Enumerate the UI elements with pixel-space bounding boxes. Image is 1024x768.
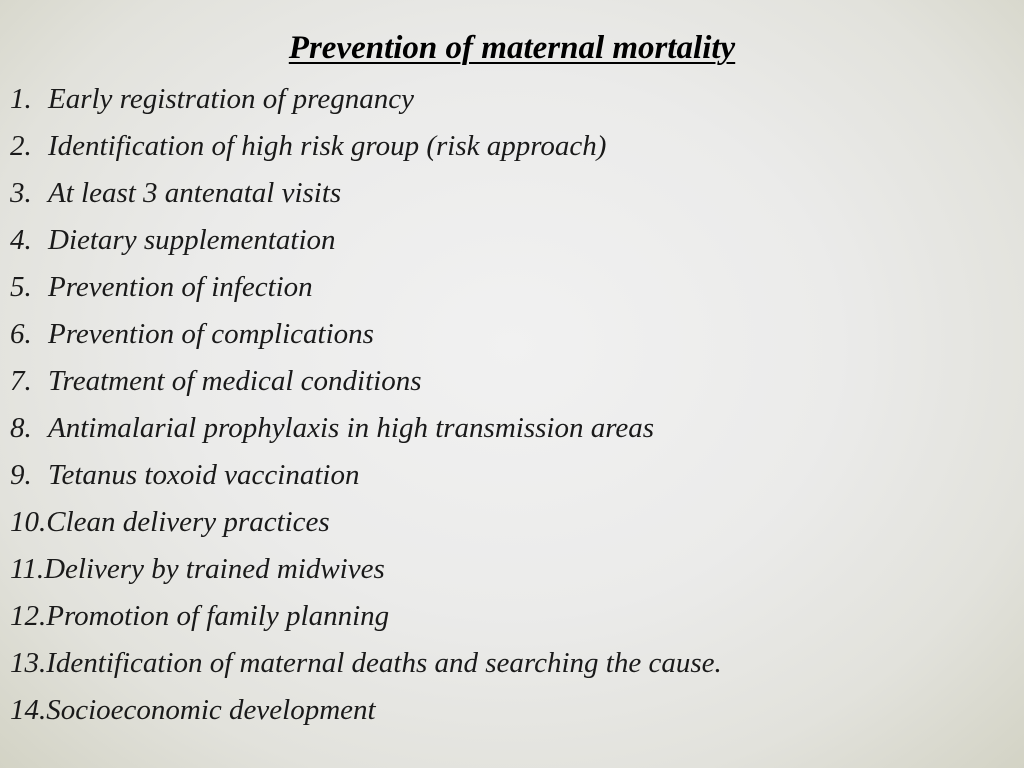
item-text: Antimalarial prophylaxis in high transmission areas <box>48 412 655 444</box>
list-item <box>10 172 722 219</box>
item-number: 1. <box>10 83 32 115</box>
item-number: 4. <box>10 224 32 256</box>
item-number: 2. <box>10 130 32 162</box>
item-number: 7. <box>10 365 32 397</box>
item-text: Socioeconomic development <box>46 694 376 726</box>
list-item <box>10 689 722 736</box>
list-item <box>10 125 722 172</box>
item-text: Clean delivery practices <box>46 506 330 538</box>
list-item <box>10 595 722 642</box>
list-item <box>10 266 722 313</box>
item-number: 8. <box>10 412 32 444</box>
item-number: 3. <box>10 177 32 209</box>
item-number: 6. <box>10 318 32 350</box>
list-item <box>10 454 722 501</box>
item-text: Delivery by trained midwives <box>44 553 385 585</box>
item-number: 10. <box>10 506 47 538</box>
item-text: At least 3 antenatal visits <box>48 177 342 209</box>
prevention-list <box>10 78 722 736</box>
list-item <box>10 407 722 454</box>
item-number: 14. <box>10 694 47 726</box>
slide-title: Prevention of maternal mortality <box>288 30 736 66</box>
item-text: Identification of high risk group (risk approach) <box>48 130 607 162</box>
item-text: Promotion of family planning <box>46 600 390 632</box>
item-number: 11. <box>10 553 45 585</box>
item-number: 13. <box>10 647 47 679</box>
item-number: 9. <box>10 459 32 491</box>
list-item <box>10 501 722 548</box>
item-text: Treatment of medical conditions <box>48 365 422 397</box>
item-number: 5. <box>10 271 32 303</box>
list-item <box>10 548 722 595</box>
item-text: Early registration of pregnancy <box>48 83 414 115</box>
item-text: Prevention of infection <box>48 271 313 303</box>
item-number: 12. <box>10 600 47 632</box>
list-item <box>10 219 722 266</box>
item-text: Prevention of complications <box>48 318 374 350</box>
item-text: Tetanus toxoid vaccination <box>48 459 360 491</box>
list-item <box>10 78 722 125</box>
list-item <box>10 360 722 407</box>
list-item <box>10 313 722 360</box>
list-item <box>10 642 722 689</box>
item-text: Dietary supplementation <box>48 224 336 256</box>
item-text: Identification of maternal deaths and searching the cause. <box>46 647 722 679</box>
